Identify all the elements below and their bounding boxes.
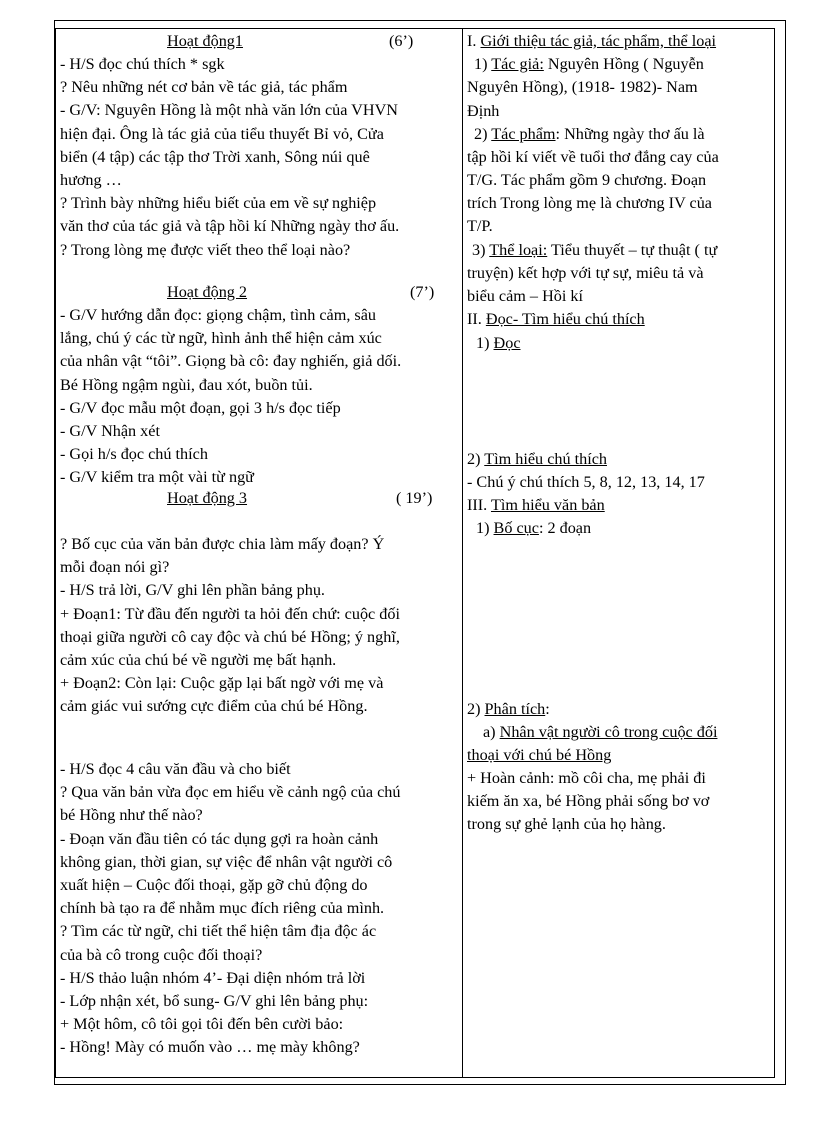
text-line: + Đoạn1: Từ đầu đến người ta hỏi đến chứ: cuộc đối (60, 604, 400, 623)
text-line: biển (4 tập) các tập thơ Trời xanh, Sông núi quê (60, 147, 370, 166)
text-line: của nhân vật “tôi”. Giọng bà cô: đay nghiến, giả dối. (60, 352, 402, 371)
text-line: ? Trình bày những hiểu biết của em về sự nghiệp (60, 194, 377, 213)
text-line: không gian, thời gian, sự việc để nhân vật người cô (60, 852, 393, 871)
work-desc-4: T/P. (467, 217, 493, 235)
activity-3-time: ( 19’) (396, 489, 433, 507)
text-line: - H/S thảo luận nhóm 4’- Đại diện nhóm trả lời (60, 968, 366, 987)
text-line: + Hoàn cảnh: mồ côi cha, mẹ phải đi (467, 769, 706, 787)
text-line: Bé Hồng ngậm ngùi, đau xót, buồn tủi. (60, 375, 313, 394)
genre-desc-1: truyện) kết hợp với tự sự, miêu tả và (467, 264, 704, 282)
text-line: - Hồng! Mày có muốn vào … mẹ mày không? (60, 1038, 360, 1057)
text-line: - H/S đọc 4 câu văn đầu và cho biết (60, 760, 291, 778)
section-1-heading: I. Giới thiệu tác giả, tác phẩm, thể loại (467, 32, 717, 50)
analysis-item: 2) Phân tích: (467, 700, 550, 718)
section-2-heading: II. Đọc- Tìm hiểu chú thích (467, 310, 645, 328)
text-line: - H/S đọc chú thích * sgk (60, 55, 225, 73)
genre-line: 3) Thể loại: Tiểu thuyết – tự thuật ( tự (472, 241, 718, 259)
text-line: ? Tìm các từ ngữ, chi tiết thể hiện tâm địa độc ác (60, 922, 377, 941)
author-years: Nguyên Hồng), (1918- 1982)- Nam (467, 78, 698, 96)
work-desc-1: tập hồi kí viết về tuổi thơ đắng cay của (467, 148, 719, 166)
section-3-heading: III. Tìm hiểu văn bản (467, 496, 605, 514)
column-divider (462, 28, 463, 1078)
activity-2-heading: Hoạt động 2 (167, 283, 248, 301)
reading-item: 1) Đọc (476, 334, 521, 352)
text-line: - G/V kiểm tra một vài từ ngữ (60, 468, 254, 487)
work-desc-2: T/G. Tác phẩm gồm 9 chương. Đoạn (467, 171, 707, 189)
notes-text: - Chú ý chú thích 5, 8, 12, 13, 14, 17 (467, 473, 705, 491)
text-line: hương … (60, 171, 122, 189)
text-line: trong sự ghẻ lạnh của họ hàng. (467, 815, 666, 834)
text-line: mỗi đoạn nói gì? (60, 558, 170, 577)
text-line: + Một hôm, cô tôi gọi tôi đến bên cười bảo: (60, 1015, 344, 1034)
activity-2-time: (7’) (410, 283, 435, 301)
text-line: - G/V hướng dẫn đọc: giọng chậm, tình cảm, sâu (60, 306, 376, 324)
text-line: xuất hiện – Cuộc đối thoại, gặp gỡ chủ động do (60, 876, 368, 894)
text-line: cảm giác vui sướng cực điểm của chú bé Hồng. (60, 697, 368, 716)
text-line: thoại giữa người cô cay độc và chú bé Hồng; ý nghĩ, (60, 627, 400, 646)
text-line: - Đoạn văn đầu tiên có tác dụng gợi ra hoàn cảnh (60, 829, 379, 848)
text-line: lắng, chú ý các từ ngữ, hình ảnh thể hiện cảm xúc (60, 329, 382, 348)
text-line: - Gọi h/s đọc chú thích (60, 445, 208, 464)
genre-desc-2: biểu cảm – Hồi kí (467, 287, 583, 305)
text-line: chính bà tạo ra để nhằm mục đích riêng của mình. (60, 899, 385, 918)
activity-3-heading: Hoạt động 3 (167, 489, 248, 507)
author-place: Định (467, 102, 500, 120)
text-line: - G/V đọc mẫu một đoạn, gọi 3 h/s đọc tiếp (60, 398, 341, 417)
text-line: - G/V Nhận xét (60, 422, 160, 440)
text-line: ? Trong lòng mẹ được viết theo thể loại nào? (60, 240, 351, 259)
text-line: - G/V: Nguyên Hồng là một nhà văn lớn của VHVN (60, 101, 398, 120)
author-line: 1) Tác giả: Nguyên Hồng ( Nguyễn (474, 55, 704, 73)
text-line: của bà cô trong cuộc đối thoại? (60, 945, 263, 964)
notes-item: 2) Tìm hiểu chú thích (467, 450, 607, 468)
work-line: 2) Tác phẩm: Những ngày thơ ấu là (474, 125, 705, 143)
text-line: ? Qua văn bản vừa đọc em hiểu về cảnh ngộ của chú (60, 783, 401, 802)
text-line: + Đoạn2: Còn lại: Cuộc gặp lại bất ngờ với mẹ và (60, 674, 384, 693)
text-line: kiếm ăn xa, bé Hồng phải sống bơ vơ (467, 792, 710, 811)
text-line: hiện đại. Ông là tác giả của tiểu thuyết Bỉ vỏ, Cửa (60, 124, 384, 143)
text-line: ? Nêu những nét cơ bản về tác giả, tác phẩm (60, 78, 348, 97)
activity-1-heading: Hoạt động1 (167, 32, 243, 50)
structure-item: 1) Bố cục: 2 đoạn (476, 519, 592, 537)
character-subheading-cont: thoại với chú bé Hồng (467, 746, 612, 764)
text-line: bé Hồng như thế nào? (60, 806, 203, 825)
text-line: ? Bố cục của văn bản được chia làm mấy đoạn? Ý (60, 535, 385, 553)
work-desc-3: trích Trong lòng mẹ là chương IV của (467, 194, 712, 212)
character-subheading: a) Nhân vật người cô trong cuộc đối (483, 723, 718, 741)
text-line: - H/S trả lời, G/V ghi lên phần bảng phụ. (60, 581, 325, 600)
text-line: cảm xúc của chú bé về người mẹ bất hạnh. (60, 651, 337, 669)
activity-1-time: (6’) (389, 32, 414, 50)
text-line: văn thơ của tác giả và tập hồi kí Những ngày thơ ấu. (60, 217, 400, 236)
text-line: - Lớp nhận xét, bổ sung- G/V ghi lên bảng phụ: (60, 992, 369, 1010)
